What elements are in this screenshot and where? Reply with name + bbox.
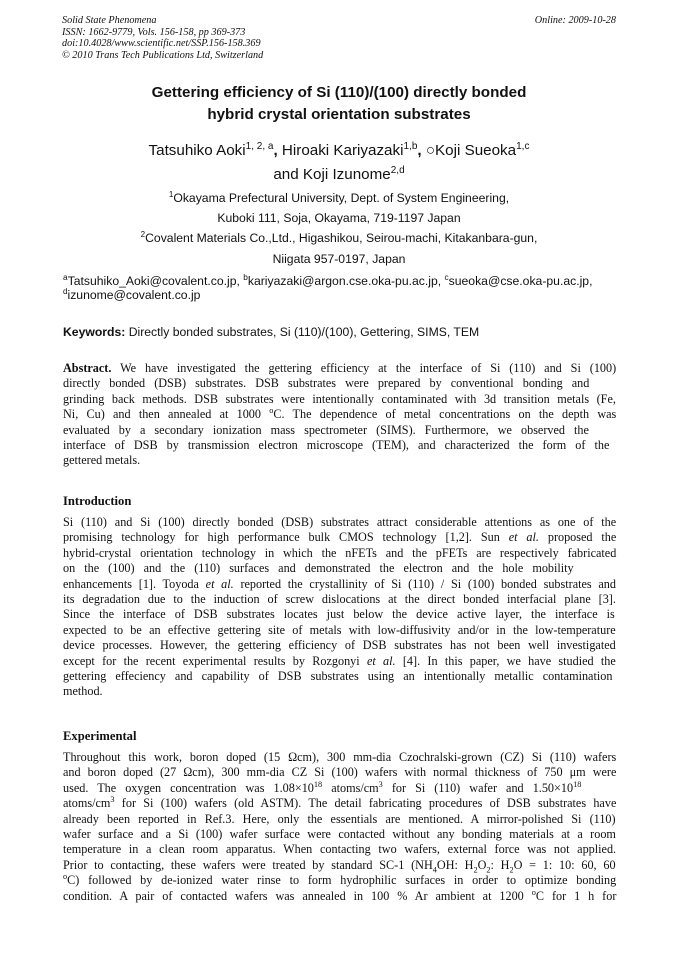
affiliation-2-text: Covalent Materials Co.,Ltd., Higashikou, Seirou-machi, Kitakanbara-gun,: [145, 231, 538, 246]
abstract-line: [63, 407, 616, 422]
keywords: [63, 325, 616, 340]
exp-line: [63, 842, 616, 857]
affiliation-2-line-2: Niigata 957-0197, Japan: [272, 251, 406, 266]
exp-sub: 2: [509, 865, 514, 875]
abstract-text: gettered metals.: [63, 453, 141, 468]
email-c-sup: c: [444, 271, 449, 282]
exp-text: for Si (110) wafer and 1.50×10: [391, 780, 574, 795]
exp-sup: 18: [573, 779, 582, 789]
exp-text: wafer surface and a Si (100) wafer surface were contacted without any bonding materials at a room: [63, 827, 616, 842]
abstract-text: C. The dependence of metal concentrations on the depth was: [273, 407, 617, 422]
exp-line: [63, 889, 616, 904]
title-line-1: Gettering efficiency of Si (110)/(100) directly bonded: [151, 84, 527, 101]
intro-line: [63, 515, 616, 530]
abstract-line: [63, 423, 616, 438]
email-aoki[interactable]: Tatsuhiko_Aoki@covalent.co.jp: [67, 274, 237, 288]
affiliation-1-line-1: [0, 188, 678, 208]
exp-text: used. The oxygen concentration was 1.08×10: [63, 780, 314, 795]
intro-text: Since the interface of DSB substrates locates just below the device active layer, the interface is: [63, 607, 615, 622]
exp-text: atoms/cm: [63, 796, 111, 811]
intro-line: [63, 546, 616, 561]
exp-text: C) followed by de-ionized water rinse to form hydrophilic surfaces in order to optimize bonding: [67, 873, 617, 888]
exp-sup: 18: [313, 779, 323, 789]
email-list: [63, 271, 616, 302]
experimental-body: [63, 750, 616, 904]
exp-line: [63, 796, 616, 811]
introduction-body: [63, 515, 616, 700]
author-aoki-sup: 1, 2, a: [245, 140, 274, 152]
intro-text: method.: [63, 684, 103, 699]
title-line-2: hybrid crystal orientation substrates: [207, 106, 471, 123]
exp-text: C for 1 h for: [535, 888, 617, 903]
exp-sup: 3: [110, 795, 115, 805]
author-izunome: Koji Izunome: [302, 166, 391, 183]
intro-text: on the (100) and the (110) surfaces and demonstrated the electron and the hole mobility: [63, 561, 574, 576]
exp-text: condition. A pair of contacted wafers was annealed in 100 % Ar ambient at 1200: [63, 888, 524, 903]
exp-text: Throughout this work, boron doped (15 Ωcm), 300 mm-dia Czochralski-grown (CZ) Si (110) wafers: [63, 750, 617, 764]
abstract: [63, 361, 616, 469]
intro-line: [63, 684, 616, 699]
issn-line: ISSN: 1662-9779, Vols. 156-158, pp 369-373: [62, 26, 246, 38]
exp-text: O: [477, 857, 487, 872]
intro-text: hybrid-crystal orientation technology in which the nFETs and the pFETs are respectively fabricated: [63, 545, 617, 560]
abstract-text: We have investigated the gettering efficiency at the interface of Si (110) and Si (100): [120, 361, 617, 375]
exp-line: [63, 781, 616, 796]
doi-line: doi:10.4028/www.scientific.net/SSP.156-158.369: [62, 38, 261, 50]
author-and: and: [273, 166, 299, 183]
journal-header: [62, 15, 263, 61]
intro-text: device processes. However, the gettering efficiency of DSB substrates has not been well investigated: [63, 638, 616, 653]
intro-text: [4]. In this paper, we have studied the: [402, 653, 616, 668]
intro-text: proposed the: [547, 530, 617, 545]
intro-text: its degradation due to the induction of screw dislocations at the direct bonded interfacial plane [3].: [63, 592, 616, 607]
abstract-line: [63, 438, 616, 453]
author-list: [0, 139, 678, 187]
introduction-heading: Introduction: [63, 494, 132, 508]
exp-sub: 4: [432, 865, 437, 875]
intro-line: [63, 530, 616, 545]
keywords-label: Keywords:: [63, 325, 126, 339]
intro-text: Si (110) and Si (100) directly bonded (DSB) substrates attract considerable attentions as one of the: [63, 515, 617, 529]
exp-text: Prior to contacting, these wafers were treated by standard SC-1 (NH: [63, 857, 433, 872]
copyright-line: © 2010 Trans Tech Publications Ltd, Switzerland: [62, 49, 264, 61]
intro-text: promising technology for high performance bulk CMOS technology [1,2]. Sun: [63, 530, 500, 545]
intro-text: enhancements [1]. Toyoda: [63, 576, 199, 591]
intro-line: [63, 669, 616, 684]
intro-line: [63, 638, 616, 653]
abstract-text: Ni, Cu) and then annealed at 1000: [63, 407, 261, 422]
abstract-line: [63, 361, 616, 376]
exp-text: atoms/cm: [331, 780, 379, 795]
intro-italic: et al.: [205, 576, 234, 591]
exp-line: [63, 812, 616, 827]
affiliation-1-line-2: Kuboki 111, Soja, Okayama, 719-1197 Japan: [217, 211, 461, 226]
author-aoki: Tatsuhiko Aoki: [148, 142, 246, 159]
abstract-text: directly bonded (DSB) substrates. DSB substrates were prepared by conventional bonding and: [63, 376, 590, 391]
exp-text: O = 1: 10: 60, 60: [513, 857, 616, 872]
author-line-2: [0, 163, 678, 187]
exp-sup: 3: [378, 779, 383, 789]
affiliation-1-sup: 1: [168, 189, 174, 199]
exp-text: OH: H: [436, 857, 474, 872]
degree-sup: o: [63, 872, 68, 882]
author-line-1: Tatsuhiko Aoki$^{1, 2, a}$, Hiroaki Kariyazaki$^{1,b}$, ○Koji Sueoka$^{1,c}$: [148, 140, 530, 159]
online-date: Online: 2009-10-28: [534, 15, 616, 26]
intro-line: [63, 577, 616, 592]
affiliations: [0, 188, 678, 269]
exp-text: already been reported in Ref.3. Here, only the essentials are mentioned. A mirror-polished Si (110): [63, 811, 616, 826]
email-izunome[interactable]: izunome@covalent.co.jp: [67, 288, 201, 302]
degree-sup: o: [531, 887, 536, 897]
intro-line: [63, 561, 616, 576]
abstract-text: grinding back methods. DSB substrates were intentionally contaminated with 3d transition metals (Fe,: [63, 391, 616, 406]
intro-line: [63, 592, 616, 607]
abstract-label: Abstract.: [63, 361, 112, 375]
intro-italic: et al.: [508, 530, 539, 545]
experimental-heading: Experimental: [63, 729, 137, 743]
affiliation-2-sup: 2: [140, 230, 146, 240]
email-kariyazaki[interactable]: kariyazaki@argon.cse.oka-pu.ac.jp: [247, 274, 438, 288]
exp-sub: 2: [486, 865, 491, 875]
email-sueoka[interactable]: sueoka@cse.oka-pu.ac.jp: [448, 274, 590, 288]
intro-text: except for the recent experimental results by Rozgonyi: [63, 653, 360, 668]
author-kariyazaki: Hiroaki Kariyazaki: [281, 142, 404, 159]
author-izunome-sup: 2,d: [390, 164, 405, 176]
abstract-line: [63, 392, 616, 407]
author-kariyazaki-sup: 1,b: [403, 140, 418, 152]
abstract-line: [63, 376, 616, 391]
exp-line: [63, 750, 616, 765]
exp-sub: 2: [473, 865, 478, 875]
intro-italic: et al.: [366, 653, 396, 668]
exp-line: [63, 827, 616, 842]
email-a-sup: a: [63, 271, 68, 282]
journal-name: Solid State Phenomena: [62, 15, 157, 26]
intro-line: [63, 654, 616, 669]
exp-text: and boron doped (27 Ωcm), 300 mm-dia CZ Si (100) wafers with normal thickness of 750 μm were: [63, 765, 617, 780]
exp-text: temperature in a clean room apparatus. When contacting two wafers, external force was not applied.: [63, 842, 617, 857]
intro-line: [63, 623, 616, 638]
intro-line: [63, 607, 616, 622]
email-d-sup: d: [63, 286, 68, 296]
affiliation-2-line-1: [0, 228, 678, 248]
email-line-1: $^a$Tatsuhiko_Aoki@covalent.co.jp, $^b$kariyazaki@argon.cse.oka-pu.ac.jp, $^c$sueoka@cse.oka-pu.ac.jp,: [63, 271, 593, 288]
exp-line: [63, 858, 616, 873]
exp-text: for Si (100) wafers (old ASTM). The detail fabricating procedures of DSB substrates have: [121, 796, 617, 811]
email-b-sup: b: [243, 271, 248, 282]
intro-text: gettering effeciency and capability of DSB substrates using an intentionally metallic contamination: [63, 669, 613, 684]
exp-text: : H: [490, 857, 510, 872]
abstract-text: evaluated by a secondary ionization mass spectrometer (SIMS). Furthermore, we observed the: [63, 422, 589, 437]
intro-text: reported the crystallinity of Si (110) / Si (100) bonded substrates and: [240, 576, 616, 591]
abstract-line: [63, 453, 616, 468]
affiliation-1-text: Okayama Prefectural University, Dept. of System Engineering,: [173, 191, 510, 205]
paper-title: [0, 82, 678, 126]
intro-text: expected to be an effective gettering site of metals with low-diffusivity and/or in the low-temperature: [63, 622, 616, 637]
author-sueoka: ○Koji Sueoka: [425, 142, 517, 159]
exp-line: [63, 765, 616, 780]
degree-sup: o: [269, 406, 274, 416]
abstract-text: interface of DSB by transmission electron microscope (TEM), and characterized the form of the: [63, 438, 610, 453]
author-sueoka-sup: 1,c: [516, 140, 530, 152]
keywords-text: Directly bonded substrates, Si (110)/(100), Gettering, SIMS, TEM: [128, 325, 480, 339]
email-line-2: [63, 288, 616, 302]
exp-line: [63, 873, 616, 888]
